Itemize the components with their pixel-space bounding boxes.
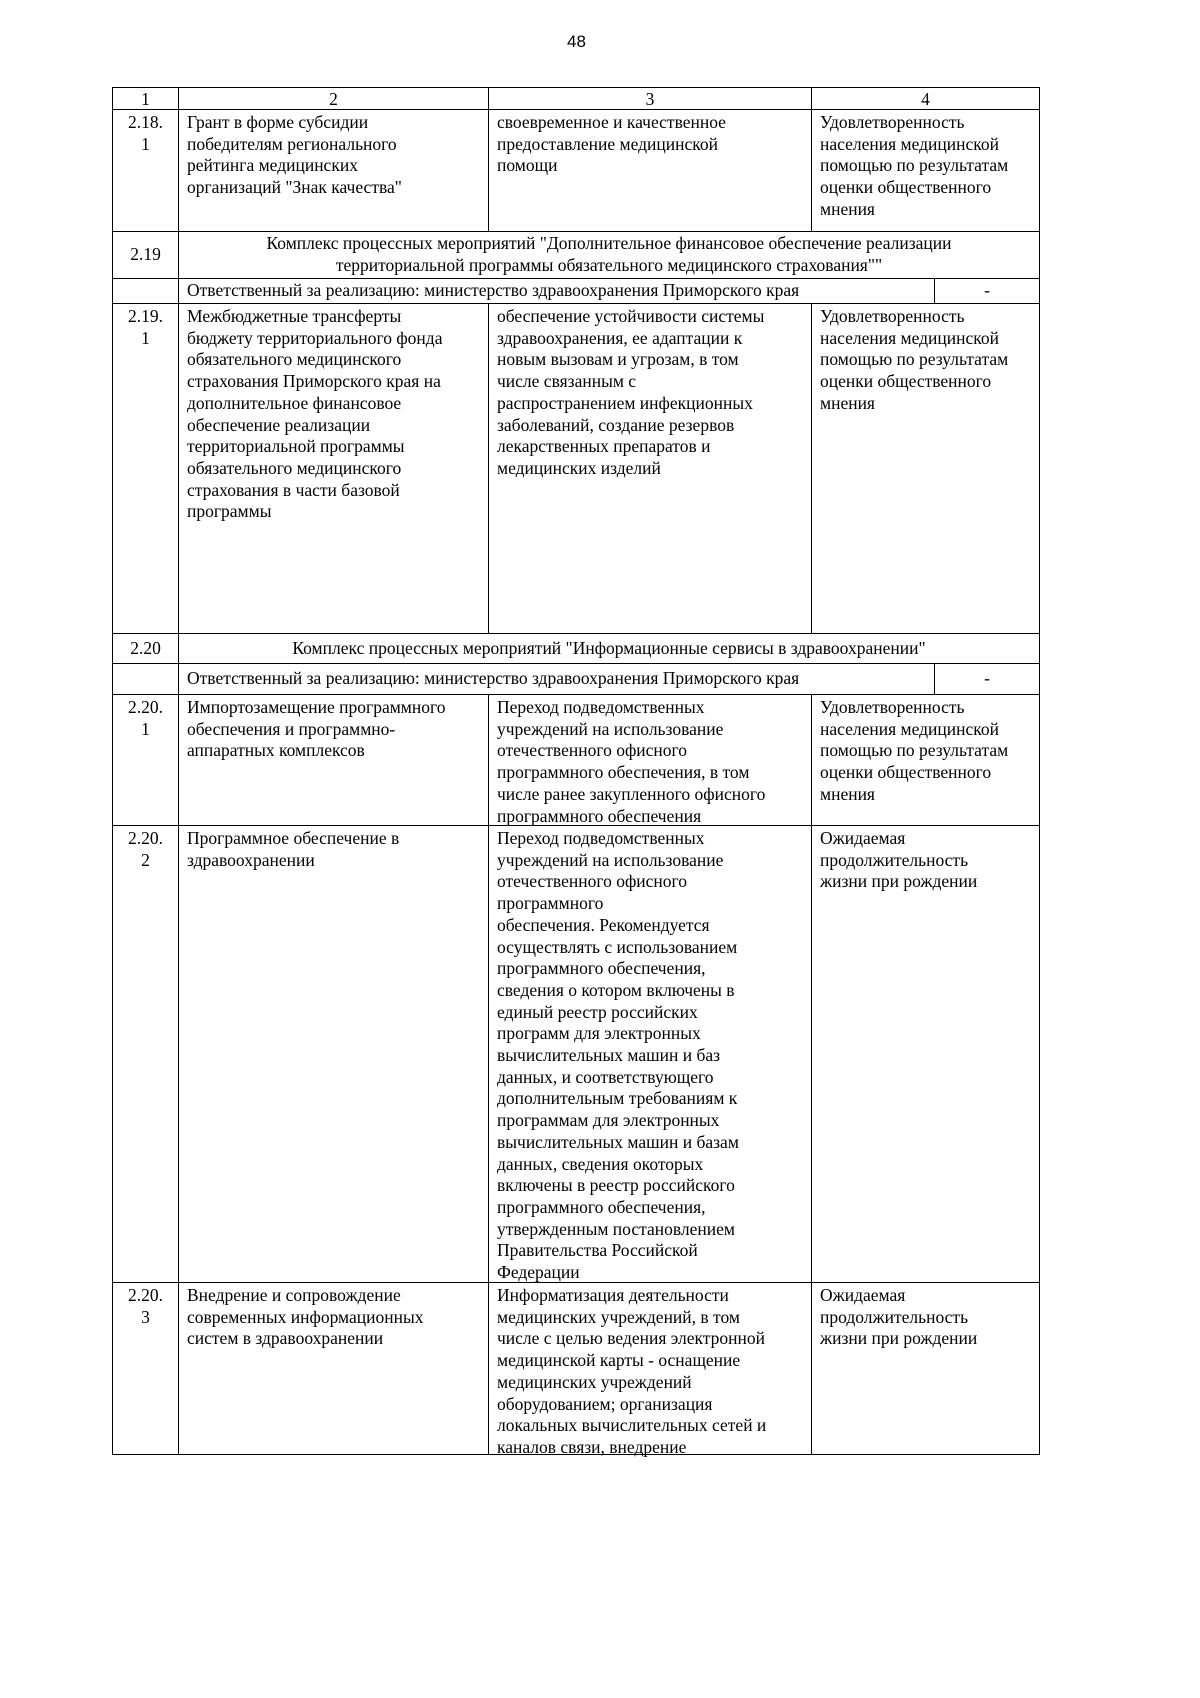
item-name: Импортозамещение программного обеспечения и программно- аппаратных комплексов [179, 695, 489, 826]
item-indicator: Ожидаемая продолжительность жизни при рождении [812, 826, 1040, 1283]
page-number: 48 [567, 32, 586, 51]
section-index: 2.19 [113, 232, 179, 279]
item-task: Информатизация деятельности медицинских учреждений, в том числе с целью ведения электронной медицинской карты - оснащение медицинских учреждений оборудованием; организация локальных вычислительных сетей и каналов связи, внедрение [489, 1283, 812, 1455]
item-index: 2.20. 1 [113, 695, 179, 826]
responsible-mark: - [984, 280, 990, 301]
item-index: 2.20. 2 [113, 826, 179, 1283]
column-header-3: 3 [489, 88, 812, 110]
item-task: обеспечение устойчивости системы здравоохранения, ее адаптации к новым вызовам и угрозам, в том числе связанным с распространением инфекционных заболеваний, создание резервов лекарственных препаратов и медицинских изделий [489, 304, 812, 634]
section-title-text: Комплекс процессных мероприятий "Дополнительное финансовое обеспечение реализации территориальной программы обязательного медицинского страхования"" [266, 233, 952, 275]
column-header-2: 2 [179, 88, 489, 110]
responsible-text: Ответственный за реализацию: министерство здравоохранения Приморского края [179, 664, 935, 694]
section-index: 2.20 [113, 634, 179, 664]
item-name: Грант в форме субсидии победителям регионального рейтинга медицинских организаций "Знак качества" [179, 110, 489, 232]
responsible-row [179, 279, 1040, 304]
item-task: Переход подведомственных учреждений на использование отечественного офисного программного обеспечения, в том числе ранее закупленного офисного программного обеспечения [489, 695, 812, 826]
item-indicator: Ожидаемая продолжительность жизни при рождении [812, 1283, 1040, 1455]
item-index: 2.20. 3 [113, 1283, 179, 1455]
responsible-row [179, 664, 1040, 695]
column-header-4: 4 [812, 88, 1040, 110]
item-name: Программное обеспечение в здравоохранении [179, 826, 489, 1283]
item-indicator: Удовлетворенность населения медицинской помощью по результатам оценки общественного мнения [812, 695, 1040, 826]
item-task: Переход подведомственных учреждений на использование отечественного офисного программного обеспечения. Рекомендуется осуществлять с использованием программного обеспечения, сведения о котором включены в единый реестр российских программ для электронных вычислительных машин и баз данных, и соответствующего дополнительным требованиям к программам для электронных вычислительных машин и базам данных, сведения окоторых включены в реестр российского программного обеспечения, утвержденным постановлением Правительства Российской Федерации [489, 826, 812, 1283]
column-header-1: 1 [113, 88, 179, 110]
item-indicator: Удовлетворенность населения медицинской помощью по результатам оценки общественного мнения [812, 110, 1040, 232]
document-table [112, 87, 1040, 1455]
item-task: своевременное и качественное предоставление медицинской помощи [489, 110, 812, 232]
item-index: 2.18. 1 [113, 110, 179, 232]
responsible-text: Ответственный за реализацию: министерство здравоохранения Приморского края [179, 279, 935, 303]
empty-index-cell [113, 279, 179, 304]
item-name: Внедрение и сопровождение современных информационных систем в здравоохранении [179, 1283, 489, 1455]
section-title-text: Комплекс процессных мероприятий "Информационные сервисы в здравоохранении" [292, 637, 926, 658]
item-index: 2.19. 1 [113, 304, 179, 634]
empty-index-cell [113, 664, 179, 695]
item-name: Межбюджетные трансферты бюджету территориального фонда обязательного медицинского страхования Приморского края на дополнительное финансовое обеспечение реализации территориальной программы обязательного медицинского страхования в части базовой программы [179, 304, 489, 634]
item-indicator: Удовлетворенность населения медицинской помощью по результатам оценки общественного мнения [812, 304, 1040, 634]
section-title [179, 634, 1040, 664]
responsible-mark: - [984, 668, 990, 689]
section-title [179, 232, 1040, 279]
